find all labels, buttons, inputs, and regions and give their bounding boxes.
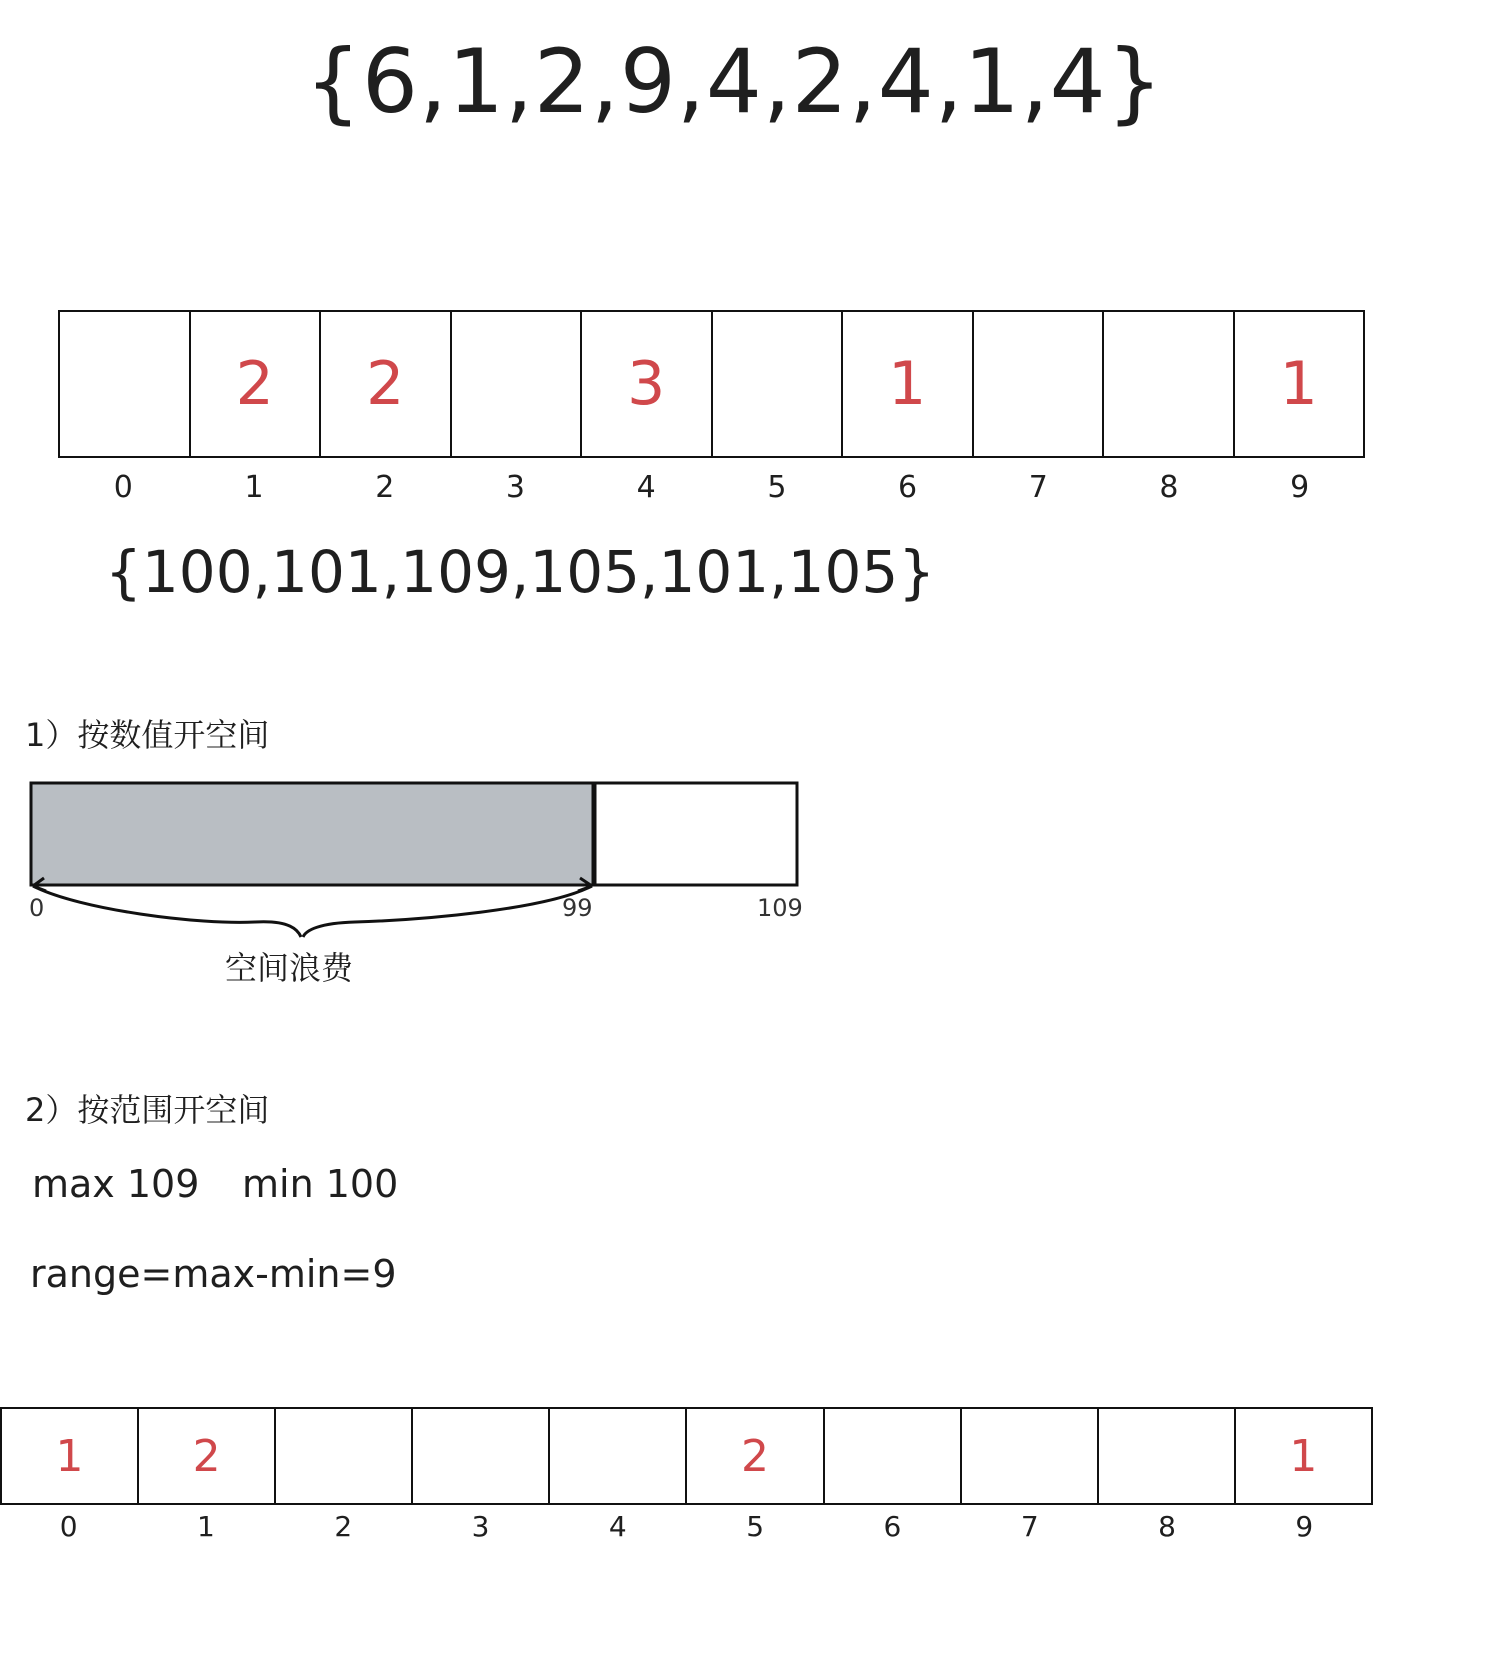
- count-array-b: [0, 1407, 1373, 1505]
- count-cell: [550, 1409, 687, 1503]
- count-cell: [1099, 1409, 1236, 1503]
- count-cell: [713, 312, 844, 456]
- index-label: 0: [59, 1510, 78, 1543]
- index-label: 8: [1159, 470, 1179, 505]
- count-cell: 2: [321, 312, 452, 456]
- index-label: 7: [1028, 470, 1048, 505]
- index-label: 2: [334, 1510, 353, 1543]
- index-label: 3: [471, 1510, 490, 1543]
- index-label: 4: [608, 1510, 627, 1543]
- index-label: 7: [1020, 1510, 1039, 1543]
- label-99: 99: [562, 894, 593, 922]
- label-109: 109: [757, 894, 803, 922]
- index-label: 1: [197, 1510, 215, 1543]
- index-label: 9: [1295, 1510, 1314, 1543]
- waste-label: 空间浪费: [225, 949, 354, 987]
- count-cell: [413, 1409, 550, 1503]
- index-label: 0: [113, 470, 133, 505]
- method1-heading: 1）按数值开空间: [25, 716, 270, 754]
- index-label: 9: [1290, 470, 1310, 505]
- brace-left-curve: [33, 886, 301, 937]
- count-cell: 1: [1279, 349, 1318, 419]
- index-label: 5: [767, 470, 787, 505]
- count-cell: [962, 1409, 1099, 1503]
- min-text: min 100: [242, 1162, 399, 1206]
- index-label: 8: [1158, 1510, 1176, 1543]
- max-text: max 109: [32, 1162, 200, 1206]
- count-cell: 2: [191, 312, 322, 456]
- value-space-diagram: [0, 770, 860, 940]
- count-cell: [825, 1409, 962, 1503]
- count-cell: [60, 312, 191, 456]
- index-label: 6: [883, 1510, 902, 1543]
- count-cell: [276, 1409, 413, 1503]
- index-row-a: [58, 470, 1365, 505]
- count-cell: 1: [2, 1409, 139, 1503]
- count-cell: 3: [582, 312, 713, 456]
- index-label: 3: [505, 470, 525, 505]
- second-array-text: {100,101,109,105,101,105}: [105, 538, 936, 606]
- index-label: 5: [746, 1510, 765, 1543]
- count-cell: 1: [1289, 1430, 1318, 1482]
- source-array-text: {6,1,2,9,4,2,4,1,4}: [305, 30, 1164, 133]
- count-cell: [974, 312, 1105, 456]
- count-cell: 1: [843, 312, 974, 456]
- index-label: 4: [636, 470, 656, 505]
- label-0: 0: [29, 894, 45, 922]
- index-label: 1: [244, 470, 264, 505]
- index-label: 2: [375, 470, 395, 505]
- count-cell: 2: [687, 1409, 824, 1503]
- method2-heading: 2）按范围开空间: [25, 1091, 270, 1129]
- count-cell: [1104, 312, 1235, 456]
- count-cell: [452, 312, 583, 456]
- index-row-b: [0, 1510, 1373, 1543]
- brace-right-curve: [303, 886, 592, 937]
- index-label: 6: [898, 470, 918, 505]
- count-cell: 2: [139, 1409, 276, 1503]
- count-array-a: [58, 310, 1365, 458]
- range-formula: range=max-min=9: [30, 1252, 397, 1296]
- wasted-space-region: [31, 783, 594, 885]
